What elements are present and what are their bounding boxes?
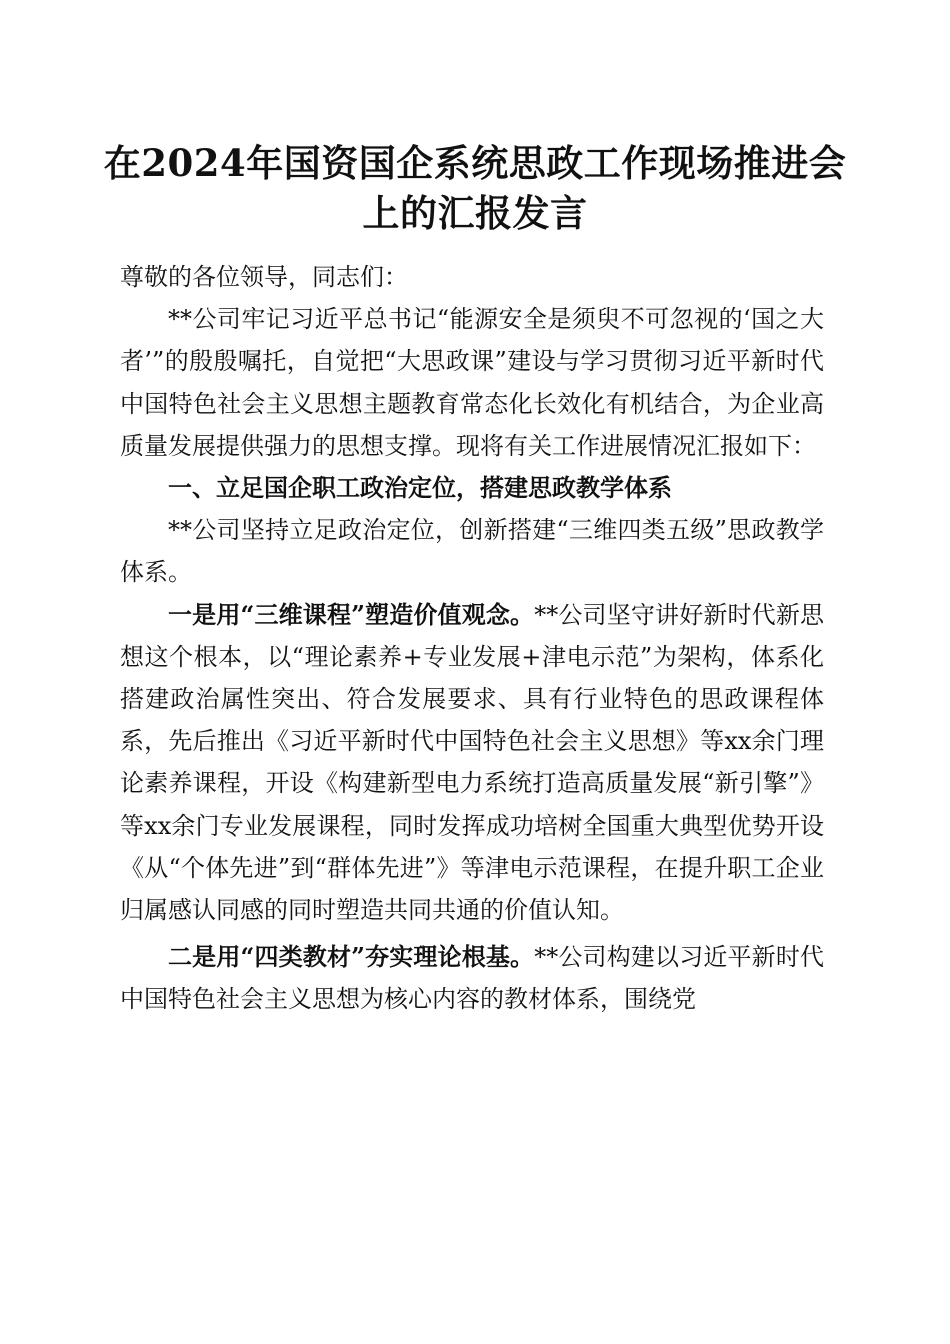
point-1-lead: 一是用“三维课程”塑造价值观念。	[168, 599, 535, 629]
document-body	[120, 256, 824, 1021]
point-2-body: **公司构建以习近平新时代中国特色社会主义思想为核心内容的教材体系，围绕党	[120, 943, 825, 1014]
intro-paragraph: **公司牢记习近平总书记“能源安全是须臾不可忽视的‘国之大者’”的殷殷嘱托，自觉把“大思政课”建设与学习贯彻习近平新时代中国特色社会主义思想主题教育常态化长效化有机结合，为企业高质量发展提供强力的思想支撑。现将有关工作进展情况汇报如下：	[120, 305, 824, 460]
title-line-1: 在2024年国资国企系统思政工作现场推进会	[103, 141, 847, 185]
point-2-paragraph	[120, 936, 824, 1020]
point-1-paragraph	[120, 594, 824, 932]
section-1-intro-paragraph: **公司坚持立足政治定位，创新搭建“三维四类五级”思政教学体系。	[120, 516, 824, 587]
salutation: 尊敬的各位领导，同志们：	[120, 263, 408, 291]
section-1-heading: 一、立足国企职工政治定位，搭建思政教学体系	[168, 474, 672, 503]
title-line-2: 上的汇报发言	[362, 191, 588, 235]
document-title	[100, 138, 850, 238]
point-2-lead: 二是用“四类教材”夯实理论根基。	[168, 942, 535, 972]
point-1-body: **公司坚守讲好新时代新思想这个根本，以“理论素养+专业发展+津电示范”为架构，体系化搭建政治属性突出、符合发展要求、具有行业特色的思政课程体系，先后推出《习近平新时代中国特色社会主义思想》等xx余门理论素养课程，开设《构建新型电力系统打造高质量发展“新引擎”》等xx余门专业发展课程，同时发挥成功培树全国重大典型优势开设《从“个体先进”到“群体先进”》等津电示范课程，在提升职工企业归属感认同感的同时塑造共同共通的价值认知。	[120, 600, 825, 925]
